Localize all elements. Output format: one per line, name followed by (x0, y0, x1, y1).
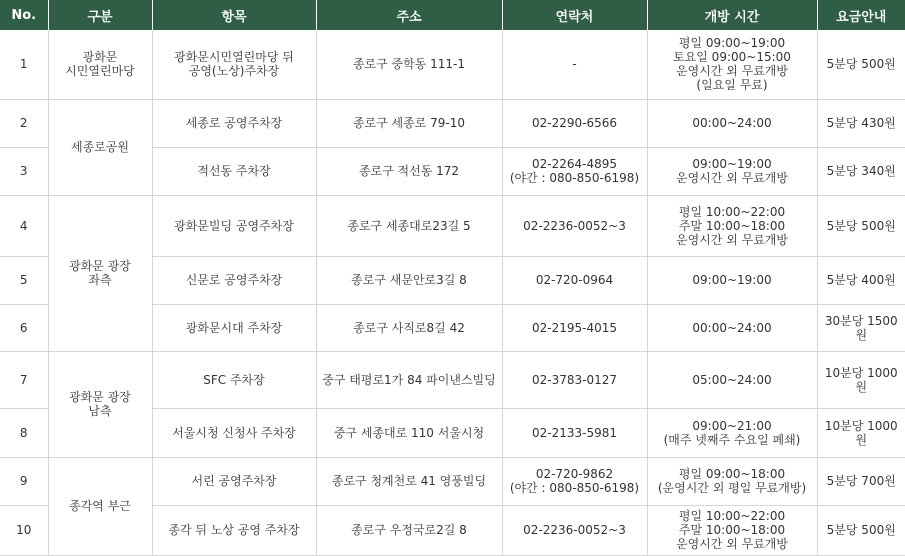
row-fee: 5분당 700원 (817, 457, 905, 505)
row-fee: 10분당 1000원 (817, 351, 905, 408)
row-name: 광화문시민열린마당 뒤 공영(노상)주차장 (152, 30, 316, 99)
row-contact: 02-2236-0052~3 (502, 505, 647, 555)
header-fee: 요금안내 (817, 0, 905, 30)
row-no: 3 (0, 147, 48, 195)
row-contact: 02-2133-5981 (502, 408, 647, 457)
row-hours: 평일 10:00~22:00 주말 10:00~18:00 운영시간 외 무료개방 (647, 195, 817, 256)
row-name: 광화문시대 주차장 (152, 304, 316, 351)
row-contact: 02-720-9862 (야간 : 080-850-6198) (502, 457, 647, 505)
row-contact: 02-2264-4895 (야간 : 080-850-6198) (502, 147, 647, 195)
row-contact: 02-2195-4015 (502, 304, 647, 351)
row-contact: 02-2290-6566 (502, 99, 647, 147)
row-hours: 00:00~24:00 (647, 99, 817, 147)
row-address: 종로구 중학동 111-1 (316, 30, 502, 99)
row-category: 종각역 부근 (48, 457, 152, 555)
header-hours: 개방 시간 (647, 0, 817, 30)
row-category: 세종로공원 (48, 99, 152, 195)
row-category: 광화문 광장 좌측 (48, 195, 152, 351)
row-fee: 30분당 1500원 (817, 304, 905, 351)
row-hours: 00:00~24:00 (647, 304, 817, 351)
table-row (0, 99, 905, 147)
row-contact: 02-2236-0052~3 (502, 195, 647, 256)
row-fee: 5분당 340원 (817, 147, 905, 195)
row-address: 종로구 우정국로2길 8 (316, 505, 502, 555)
table-row (0, 30, 905, 99)
row-fee: 10분당 1000원 (817, 408, 905, 457)
row-name: 서울시청 신청사 주차장 (152, 408, 316, 457)
row-hours: 05:00~24:00 (647, 351, 817, 408)
row-no: 1 (0, 30, 48, 99)
row-no: 4 (0, 195, 48, 256)
row-fee: 5분당 500원 (817, 195, 905, 256)
table-row (0, 457, 905, 505)
header-address: 주소 (316, 0, 502, 30)
row-category: 광화문 광장 남측 (48, 351, 152, 457)
row-no: 2 (0, 99, 48, 147)
row-address: 종로구 적선동 172 (316, 147, 502, 195)
row-no: 8 (0, 408, 48, 457)
header-category: 구분 (48, 0, 152, 30)
row-name: SFC 주차장 (152, 351, 316, 408)
row-contact: - (502, 30, 647, 99)
row-no: 7 (0, 351, 48, 408)
row-hours: 09:00~19:00 (647, 256, 817, 304)
row-no: 10 (0, 505, 48, 555)
row-hours: 09:00~21:00 (매주 넷째주 수요일 폐쇄) (647, 408, 817, 457)
row-hours: 09:00~19:00 운영시간 외 무료개방 (647, 147, 817, 195)
row-hours: 평일 09:00~18:00 (운영시간 외 평일 무료개방) (647, 457, 817, 505)
row-name: 서린 공영주차장 (152, 457, 316, 505)
header-no: No. (0, 0, 48, 30)
header-name: 항목 (152, 0, 316, 30)
row-address: 종로구 새문안로3길 8 (316, 256, 502, 304)
header-row (0, 0, 905, 30)
header-contact: 연락처 (502, 0, 647, 30)
row-no: 6 (0, 304, 48, 351)
row-contact: 02-720-0964 (502, 256, 647, 304)
row-name: 종각 뒤 노상 공영 주차장 (152, 505, 316, 555)
row-address: 종로구 세종로 79-10 (316, 99, 502, 147)
row-hours: 평일 10:00~22:00 주말 10:00~18:00 운영시간 외 무료개방 (647, 505, 817, 555)
row-category: 광화문 시민열린마당 (48, 30, 152, 99)
row-no: 9 (0, 457, 48, 505)
row-fee: 5분당 500원 (817, 30, 905, 99)
row-address: 종로구 사직로8길 42 (316, 304, 502, 351)
row-contact: 02-3783-0127 (502, 351, 647, 408)
row-address: 중구 태평로1가 84 파이낸스빌딩 (316, 351, 502, 408)
row-fee: 5분당 400원 (817, 256, 905, 304)
row-address: 종로구 청계천로 41 영풍빌딩 (316, 457, 502, 505)
row-name: 적선동 주차장 (152, 147, 316, 195)
row-fee: 5분당 500원 (817, 505, 905, 555)
row-no: 5 (0, 256, 48, 304)
row-name: 광화문빌딩 공영주차장 (152, 195, 316, 256)
table-row (0, 195, 905, 256)
row-name: 세종로 공영주차장 (152, 99, 316, 147)
row-fee: 5분당 430원 (817, 99, 905, 147)
row-address: 종로구 세종대로23길 5 (316, 195, 502, 256)
row-hours: 평일 09:00~19:00 토요일 09:00~15:00 운영시간 외 무료개방 (일요일 무료) (647, 30, 817, 99)
row-address: 중구 세종대로 110 서울시청 (316, 408, 502, 457)
table-row (0, 351, 905, 408)
row-name: 신문로 공영주차장 (152, 256, 316, 304)
